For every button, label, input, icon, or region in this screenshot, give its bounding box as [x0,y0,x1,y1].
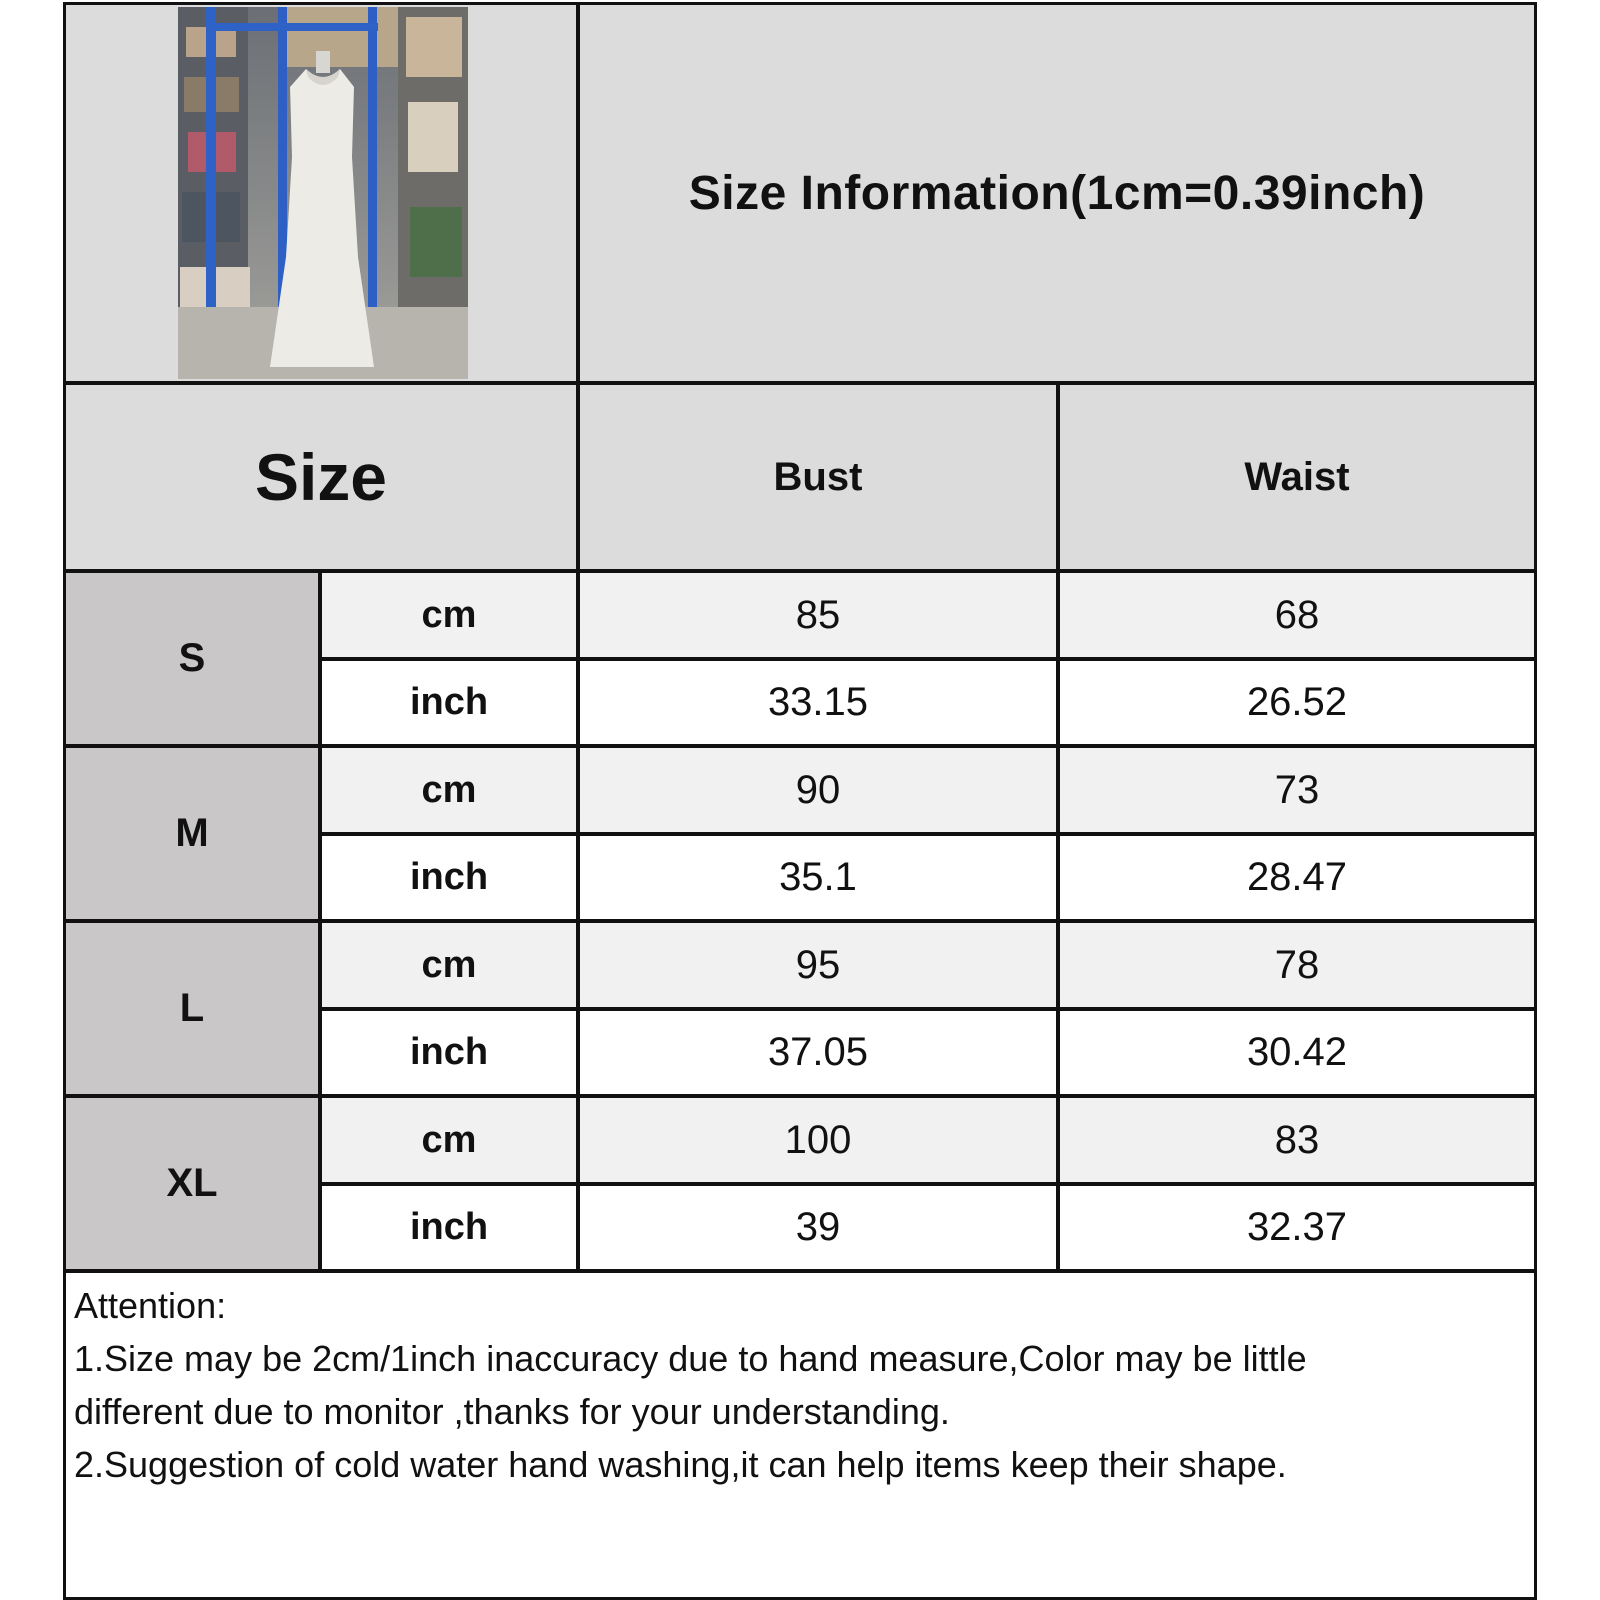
unit-text: inch [409,1206,489,1248]
waist-inch-value [1060,1186,1534,1269]
waist-cm-value [1060,573,1534,657]
unit-cm [322,748,576,832]
size-header: Size [254,440,388,514]
waist-header: Waist [1244,454,1350,499]
value-text: 83 [1274,1117,1320,1162]
bust-inch-value [580,1186,1056,1269]
image-cell [66,5,576,381]
attention-heading: Attention: [74,1285,227,1326]
unit-inch [322,1186,576,1269]
attention-line-1: 1.Size may be 2cm/1inch inaccuracy due to hand measure,Color may be little [74,1338,1307,1379]
bust-cm-value [580,573,1056,657]
value-text: 90 [795,767,841,812]
divider [66,1094,1534,1098]
unit-text: inch [409,856,489,898]
bust-inch-value [580,1011,1056,1094]
unit-cm [322,1098,576,1182]
waist-cm-value [1060,748,1534,832]
page-title: Size Information(1cm=0.39inch) [688,166,1426,220]
waist-inch-value [1060,1011,1534,1094]
waist-cm-value [1060,1098,1534,1182]
unit-text: inch [409,1031,489,1073]
attention-line-3: 2.Suggestion of cold water hand washing,it can help items keep their shape. [74,1444,1287,1485]
value-text: 95 [795,942,841,987]
divider [66,919,1534,923]
value-text: 73 [1274,767,1320,812]
unit-text: cm [421,593,477,636]
bust-cm-value [580,1098,1056,1182]
bust-inch-value [580,661,1056,744]
value-text: 35.1 [779,855,857,899]
value-text: 33.15 [767,680,869,724]
bust-header: Bust [773,454,863,499]
dress-photo-icon [178,7,468,379]
size-label-xl [66,1098,318,1269]
unit-inch [322,1011,576,1094]
waist-inch-value [1060,661,1534,744]
value-text: 30.42 [1246,1030,1348,1074]
divider [66,744,1534,748]
divider [322,1182,1534,1186]
unit-cm [322,923,576,1007]
divider [322,1007,1534,1011]
unit-inch [322,661,576,744]
size-header-cell [66,385,576,569]
value-text: 78 [1274,942,1320,987]
bust-cm-value [580,748,1056,832]
size-text: S [178,636,206,680]
size-label-s [66,573,318,744]
size-text: L [179,986,205,1030]
size-label-l [66,923,318,1094]
title-cell [580,5,1534,381]
product-photo [178,7,468,379]
unit-text: inch [409,681,489,723]
value-text: 85 [795,592,841,637]
size-text: M [175,811,209,855]
waist-cm-value [1060,923,1534,1007]
divider [322,832,1534,836]
waist-header-cell [1060,385,1534,569]
unit-text: cm [421,768,477,811]
value-text: 68 [1274,592,1320,637]
value-text: 39 [795,1205,841,1249]
value-text: 26.52 [1246,680,1348,724]
unit-text: cm [421,1118,477,1161]
bust-header-cell [580,385,1056,569]
divider [576,5,580,381]
bust-cm-value [580,923,1056,1007]
attention-notes [66,1273,1534,1597]
unit-text: cm [421,943,477,986]
value-text: 28.47 [1246,855,1348,899]
waist-inch-value [1060,836,1534,919]
value-text: 37.05 [767,1030,869,1074]
size-label-m [66,748,318,919]
attention-line-2: different due to monitor ,thanks for your understanding. [74,1391,950,1432]
unit-inch [322,836,576,919]
unit-cm [322,573,576,657]
value-text: 32.37 [1246,1205,1348,1249]
size-text: XL [166,1161,218,1205]
value-text: 100 [784,1117,852,1162]
divider [322,657,1534,661]
bust-inch-value [580,836,1056,919]
